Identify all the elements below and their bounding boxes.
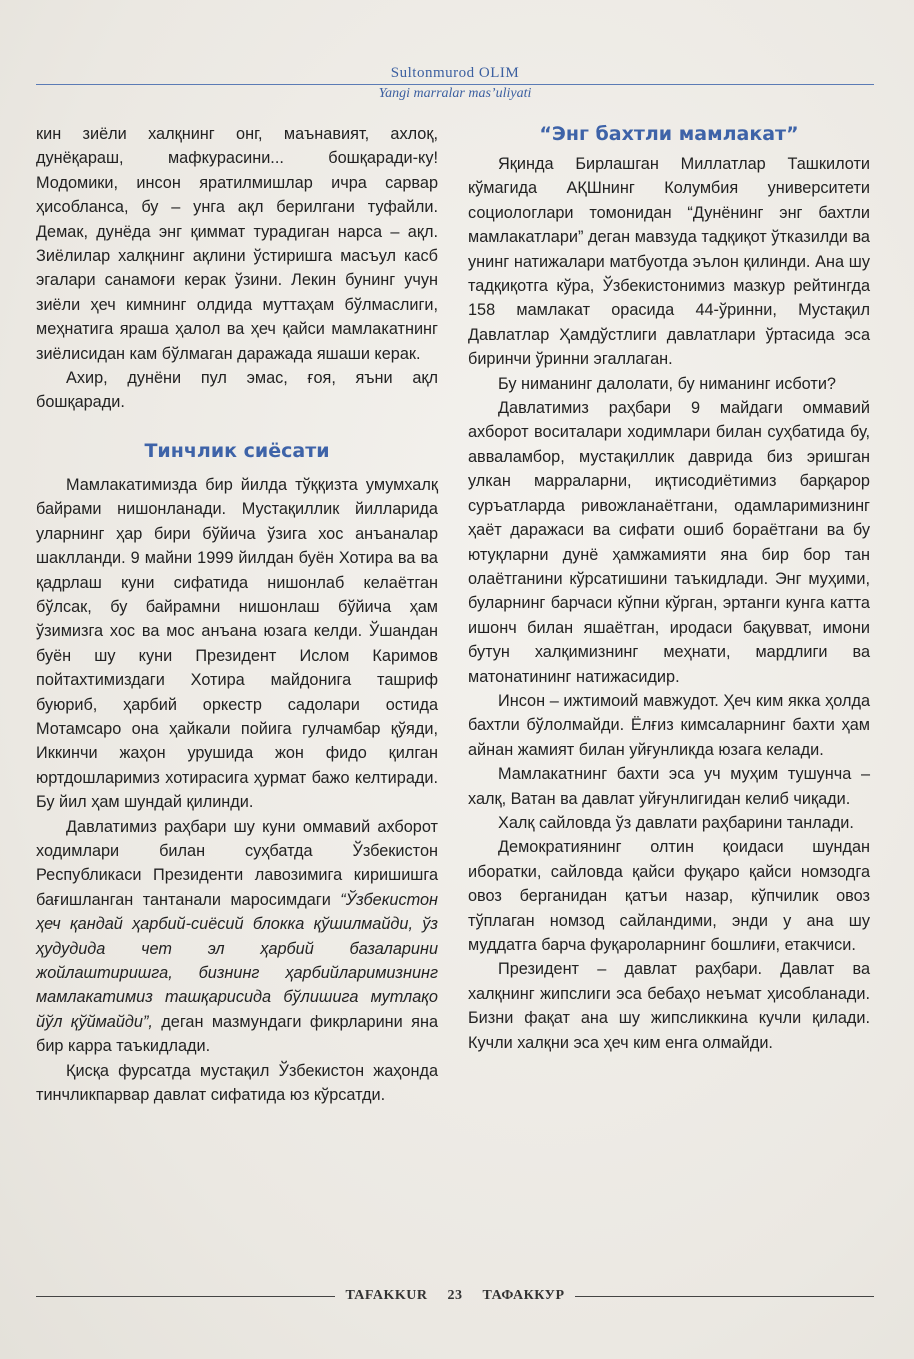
paragraph: Халқ сайловда ўз давлати раҳбарини танлади. (498, 813, 854, 832)
footer-rule-right (575, 1296, 874, 1297)
footer-rule-left (36, 1296, 335, 1297)
paragraph: Мамлакатнинг бахти эса уч муҳим тушунча – халқ, Ватан ва давлат уйғунлигидан келиб чиқади. (468, 765, 870, 808)
paragraph: кин зиёли халқнинг онг, маънавият, ахлоқ, дунёқараш, мафкурасини... бошқаради-ку! Модомики, инсон яратилмишлар ичра сарвар ҳисобланса, бу – унга ақл берилгани туфайли. Демак, дунёда энг қиммат турадиган нарса – ақл. Зиёлилар халқнинг ақлини ўстиришга масъул касб эгалари санамоғи керак ўзини. Лекин бунинг учун зиёли ҳеч кимнинг олдида муттаҳам бўлмаслиги, меҳнатига яраша ҳалол ва ҳеч қайси мамлакатнинг зиёлисидан кам бўлмаган даражада яшаши керак. (36, 125, 438, 363)
paragraph-with-quote (36, 815, 438, 1059)
paragraph-text: деган мазмундаги фикрларини яна бир карра таъкидлади. (36, 1012, 439, 1056)
paragraph: Инсон – ижтимоий мавжудот. Ҳеч ким якка ҳолда бахтли бўлолмайди. Ёлғиз кимсаларнинг бахти ҳам айнан жамият билан уйғунликда юзага келади. (468, 691, 870, 759)
paragraph: Мамлакатимизда бир йилда тўққизта умумхалқ байрами нишонланади. Мустақиллик йилларида уларнинг ҳар бири бўйича ўзига хос анъаналар шаклланди. 9 майни 1999 йилдан буён Хотира ва ва қадрлаш куни сифатида нишонлаб келаётган бўлсак, бу байрамни нишонлаш бўйича ҳам ўзимизга хос ва мос анъана юзага келди. Ўшандан буён шу куни Президент Ислом Каримов пойтахтимиздаги Хотира майдонига ташриф буюриб, ҳарбий оркестр садолари остида Мотамсаро она ҳайкали пойига гулчамбар қўяди, Иккинчи жаҳон урушида жон фидо қилган юртдошларимиз хотирасига ҳурмат бажо келтиради. Бу йил ҳам шундай қилинди. (36, 475, 438, 812)
left-column (36, 122, 438, 1107)
paragraph: Яқинда Бирлашган Миллатлар Ташкилоти кўмагида АҚШнинг Колумбия университети социологлари томонидан “Дунёнинг энг бахтли мамлакатлари” деган мавзуда тадқиқот ўтказилди ва унинг натижалари матбуотда эълон қилинди. Ана шу тадқиқотга кўра, Ўзбекистонимиз мазкур рейтингда 158 мамлакат орасида 44-ўринни, Мустақил Давлатлар Ҳамдўстлиги давлатлари ўртасида эса биринчи ўринни эгаллаган. (468, 155, 870, 369)
footer-journal-cyrillic: ТАФАККУР (482, 1288, 565, 1303)
paragraph: Қисқа фурсатда мустақил Ўзбекистон жаҳонда тинчликпарвар давлат сифатида юз кўрсатди. (36, 1061, 438, 1105)
paragraph: Давлатимиз раҳбари 9 майдаги оммавий ахборот воситалари ходимлари билан суҳбатида бу, авваламбор, мустақиллик даврида биз эришган улкан марраларни, иқтисодиётимиз барқарор суръатларда ривожланаётгани, одамларимизнинг ҳаёт даражаси ва сифати ошиб бораётгани ва бу ютуқларни дунё ҳамжамияти яна бир бор тан олаётганини кўрсатишини таъкидлади. Энг муҳими, буларнинг барчаси кўпни кўрган, эртанги кунга катта ишонч билан яшаётган, иродаси бақувват, имони бутун халқимизнинг меҳнати, мардлиги ва матонатининг натижасидир. (468, 399, 870, 686)
paragraph: Ахир, дунёни пул эмас, ғоя, яъни ақл бошқаради. (36, 369, 438, 412)
paragraph: Демократиянинг олтин қоидаси шундан иборатки, сайловда қайси фуқаро қайси номзодга овоз берганидан қатъи назар, кўпчилик овоз тўплаган номзод сайландими, энди у ана шу муддатга барча фуқароларнинг бошлиғи, етакчиси. (468, 838, 870, 954)
paragraph: Президент – давлат раҳбари. Давлат ва халқнинг жипслиги эса бебаҳо неъмат ҳисобланади. Бизни фақат ана шу жипсликкина кучли қилади. Кучли халқни эса ҳеч ким енга олмайди. (468, 960, 870, 1052)
page-footer (36, 1288, 874, 1304)
right-column (468, 122, 870, 1055)
header-subtitle: Yangi marralar mas’uliyati (378, 86, 532, 101)
section-heading-happiest-country: “Энг бахтли мамлакат” (539, 123, 799, 145)
section-heading-peace-policy: Тинчлик сиёсати (144, 439, 330, 462)
footer-journal-latin: TAFAKKUR (345, 1288, 428, 1303)
running-header (36, 64, 874, 102)
page-number: 23 (447, 1288, 463, 1303)
header-author: Sultonmurod OLIM (390, 65, 520, 81)
quotation: “Ўзбекистон ҳеч қандай ҳарбий-сиёсий блокка қўшилмайди, ўз ҳудудида чет эл ҳарбий базаларини жойлаштиришга, бизнинг ҳарбийларимизнинг мамлакатимиз ташқарисида бўлишига мутлақо йўл қўймайди”, (36, 890, 438, 1031)
paragraph: Бу ниманинг далолати, бу ниманинг исботи? (498, 374, 836, 393)
header-rule (36, 84, 874, 85)
paragraph-text: Давлатимиз раҳбари шу куни оммавий ахборот ходимлари билан суҳбатда Ўзбекистон Республикаси Президенти лавозимига киришишга бағишланган тантанали маросимдаги (36, 817, 438, 909)
